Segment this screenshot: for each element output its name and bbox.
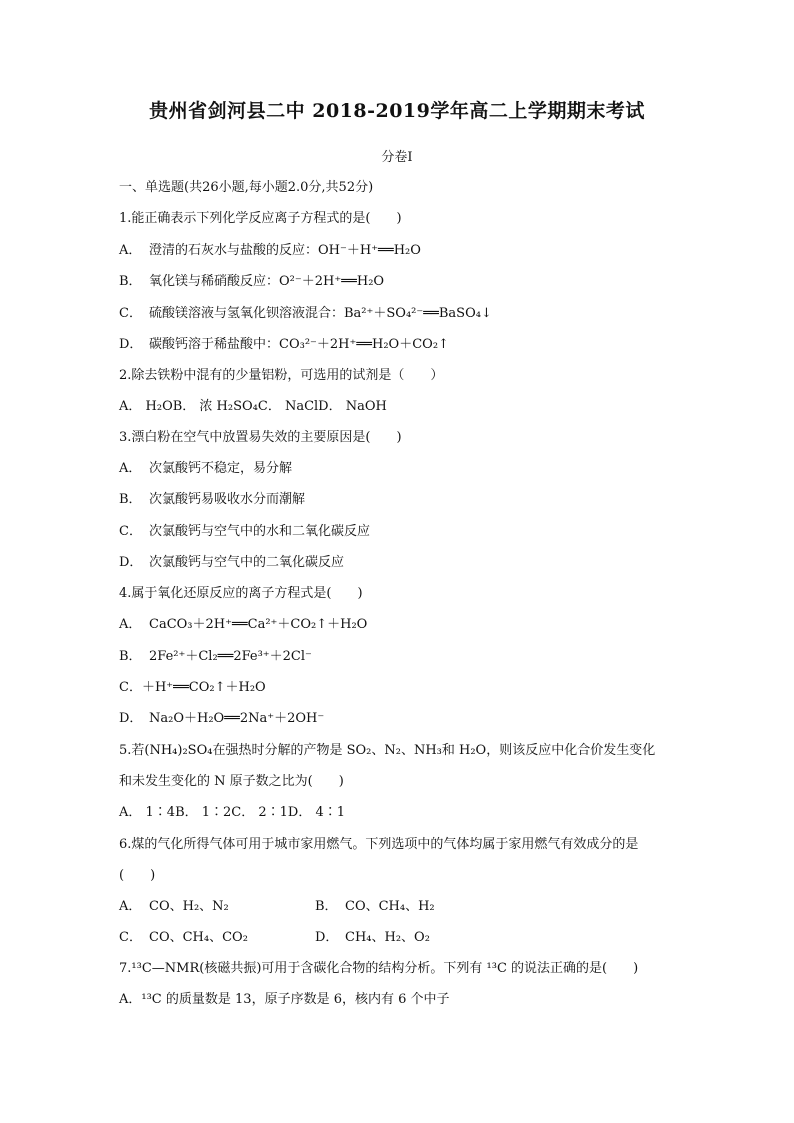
option-label: B． xyxy=(119,274,142,289)
question-3-option-a xyxy=(119,457,292,476)
option-label: C． xyxy=(119,930,142,945)
section-heading: 一、单选题(共26小题,每小题2.0分,共52分) xyxy=(119,180,374,195)
question-6-stem-line-1: 6.煤的气化所得气体可用于城市家用燃气。下列选项中的气体均属于家用燃气有效成分的是 xyxy=(119,837,639,852)
option-text: CaCO₃＋2H⁺══Ca²⁺＋CO₂↑＋H₂O xyxy=(149,617,368,632)
question-1-option-b xyxy=(119,270,384,289)
option-label: D． xyxy=(119,337,143,352)
option-text: 硫酸镁溶液与氢氧化钡溶液混合：Ba²⁺＋SO₄²⁻══BaSO₄↓ xyxy=(149,306,492,321)
option-label: B． xyxy=(119,492,142,507)
question-7-option-a: A．¹³C 的质量数是 13，原子序数是 6，核内有 6 个中子 xyxy=(119,992,450,1007)
question-4-stem: 4.属于氧化还原反应的离子方程式是( ) xyxy=(119,586,363,601)
option-label: C． xyxy=(119,306,142,321)
question-6-option-d xyxy=(315,926,430,945)
question-3-stem: 3.漂白粉在空气中放置易失效的主要原因是( ) xyxy=(119,430,402,445)
option-label: C． xyxy=(119,524,142,539)
option-label: A． xyxy=(119,899,142,914)
option-text: 次氯酸钙易吸收水分而潮解 xyxy=(149,492,306,507)
question-3-option-d xyxy=(119,551,344,570)
question-4-option-a xyxy=(119,613,367,632)
option-label: A． xyxy=(119,243,142,258)
page-title: 贵州省剑河县二中 2018-2019学年高二上学期期末考试 xyxy=(149,100,645,122)
option-text: Na₂O＋H₂O══2Na⁺＋2OH⁻ xyxy=(149,711,325,726)
option-label: A． xyxy=(119,461,142,476)
question-4-option-b xyxy=(119,645,312,664)
option-label: B． xyxy=(119,649,142,664)
option-label: A． xyxy=(119,617,142,632)
option-text: 碳酸钙溶于稀盐酸中：CO₃²⁻＋2H⁺══H₂O＋CO₂↑ xyxy=(149,337,449,352)
question-6-stem-line-2: ( ) xyxy=(119,868,156,883)
question-4-option-d xyxy=(119,707,324,726)
option-text: CO、CH₄、H₂ xyxy=(345,899,435,914)
option-label: B． xyxy=(315,899,338,914)
question-2-options: A． H₂OB． 浓 H₂SO₄C． NaClD． NaOH xyxy=(119,399,387,414)
option-label: C． xyxy=(119,680,142,695)
option-text: 次氯酸钙与空气中的二氧化碳反应 xyxy=(149,555,345,570)
question-3-option-b xyxy=(119,488,305,507)
option-label: D． xyxy=(119,711,143,726)
question-1-option-d xyxy=(119,333,449,352)
option-label: D． xyxy=(119,555,143,570)
option-text: ＋H⁺══CO₂↑＋H₂O xyxy=(141,680,266,695)
question-1-option-c xyxy=(119,302,492,321)
question-2-stem: 2.除去铁粉中混有的少量铝粉，可选用的试剂是（ ） xyxy=(119,368,444,383)
question-5-options: A． 1∶4B． 1∶2C． 2∶1D． 4∶1 xyxy=(119,805,346,820)
option-text: 2Fe²⁺＋Cl₂══2Fe³⁺＋2Cl⁻ xyxy=(149,649,312,664)
option-text: 次氯酸钙与空气中的水和二氧化碳反应 xyxy=(149,524,371,539)
option-text: 氧化镁与稀硝酸反应：O²⁻＋2H⁺══H₂O xyxy=(149,274,385,289)
question-1-option-a xyxy=(119,239,421,258)
question-6-option-c xyxy=(119,926,248,945)
option-text: CO、CH₄、CO₂ xyxy=(149,930,248,945)
question-3-option-c xyxy=(119,520,370,539)
question-1-stem: 1.能正确表示下列化学反应离子方程式的是( ) xyxy=(119,211,402,226)
question-5-stem-line-2: 和未发生变化的 N 原子数之比为( ) xyxy=(119,774,344,789)
option-label: D． xyxy=(315,930,339,945)
question-6-option-a xyxy=(119,895,229,914)
option-text: 澄清的石灰水与盐酸的反应：OH⁻＋H⁺══H₂O xyxy=(149,243,421,258)
question-5-stem-line-1: 5.若(NH₄)₂SO₄在强热时分解的产物是 SO₂、N₂、NH₃和 H₂O，则该反应中化合价发生变化 xyxy=(119,743,656,758)
paper-section-label: 分卷I xyxy=(381,150,413,165)
option-text: CO、H₂、N₂ xyxy=(149,899,229,914)
question-4-option-c xyxy=(119,676,266,695)
option-text: CH₄、H₂、O₂ xyxy=(345,930,430,945)
question-7-stem: 7.¹³C—NMR(核磁共振)可用于含碳化合物的结构分析。下列有 ¹³C 的说法正确的是( ) xyxy=(119,961,639,976)
option-text: 次氯酸钙不稳定，易分解 xyxy=(149,461,293,476)
question-6-option-b xyxy=(315,895,435,914)
